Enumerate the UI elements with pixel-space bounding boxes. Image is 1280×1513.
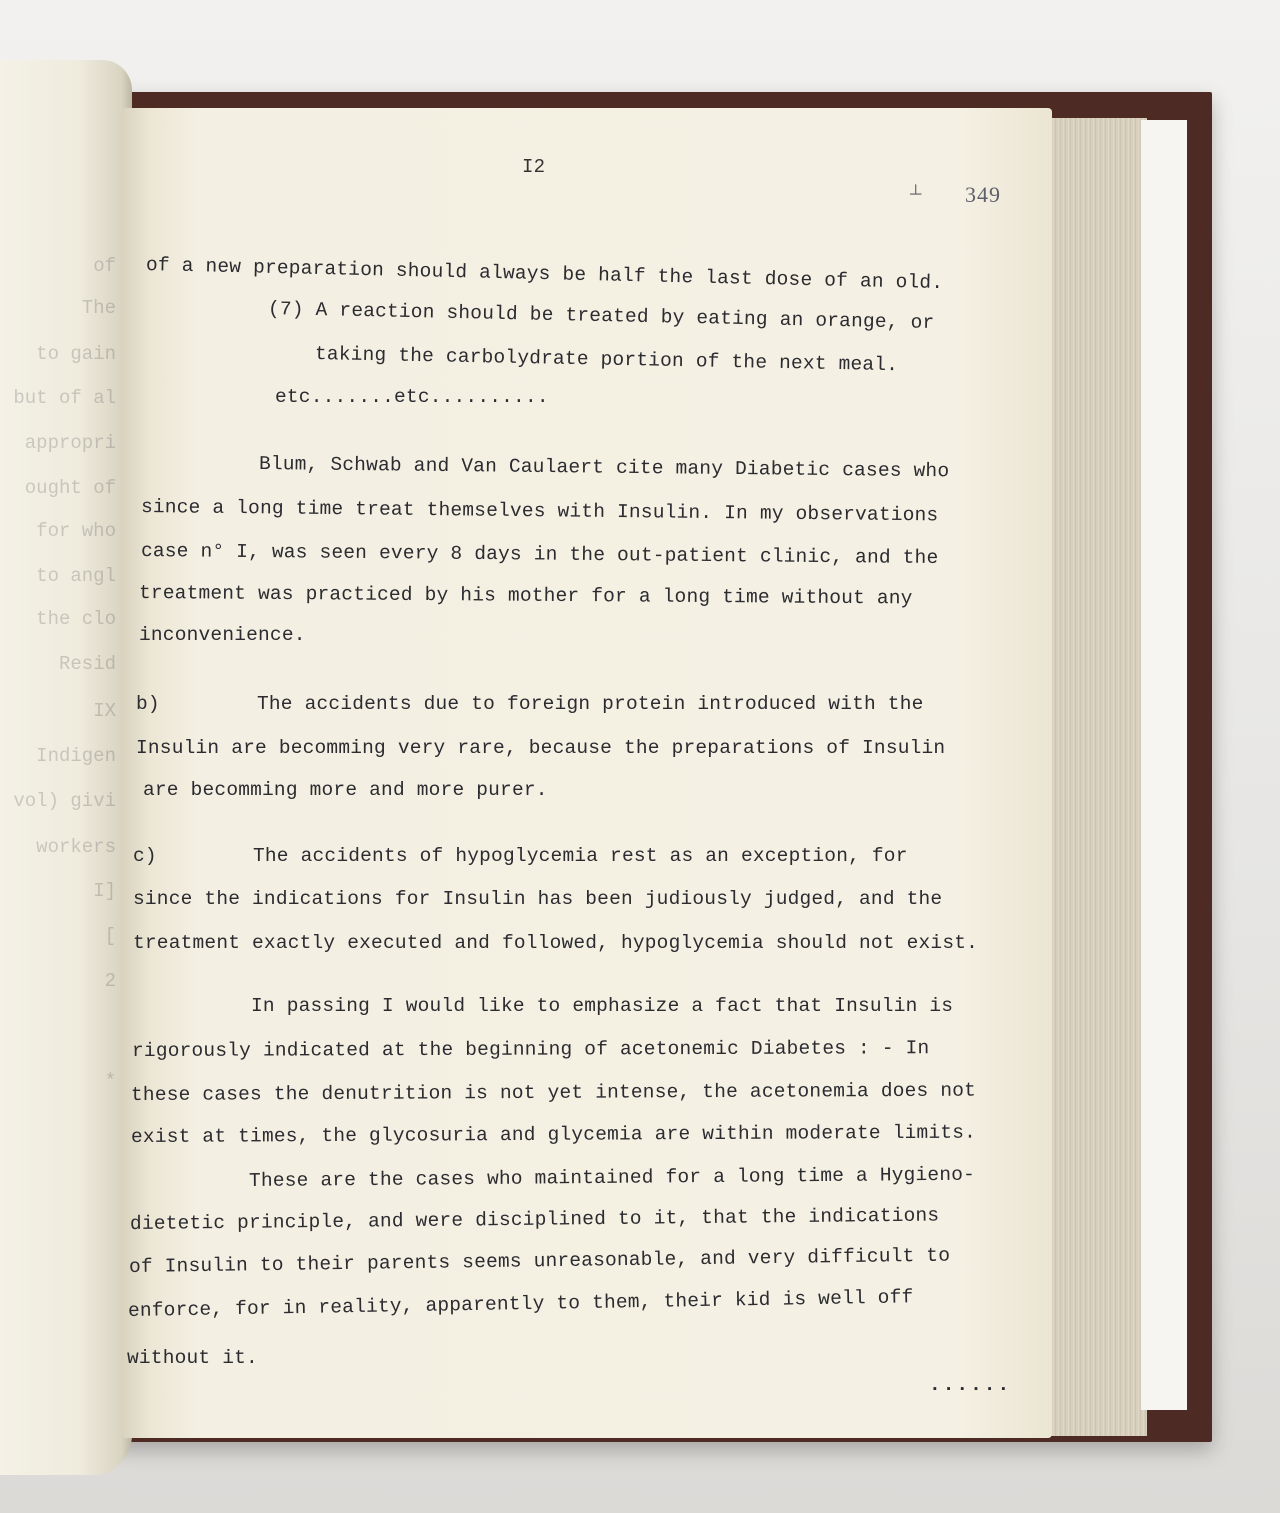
text-line: c) — [133, 845, 157, 867]
inserted-sheet — [1140, 120, 1187, 1410]
typed-page-number: I2 — [522, 156, 546, 178]
text-line: enforce, for in reality, apparently to them, their kid is well off — [127, 1286, 914, 1322]
left-page-fragment: of — [93, 255, 116, 277]
left-page-fragment: Indigen — [36, 745, 116, 767]
text-line: The accidents of hypoglycemia rest as an exception, for — [253, 845, 908, 867]
left-page-fragment: ought of — [24, 477, 116, 499]
left-page-fragment: appropri — [24, 432, 116, 454]
text-line: of a new preparation should always be half the last dose of an old. — [145, 254, 944, 295]
left-page-fragment: I] — [93, 880, 116, 902]
text-line: Insulin are becomming very rare, because the preparations of Insulin — [136, 737, 946, 759]
left-page-fragment: 2 — [104, 970, 116, 992]
stamp-mark: ┴ — [910, 186, 923, 203]
text-line: inconvenience. — [139, 624, 306, 646]
left-page-fragment: * — [104, 1070, 116, 1092]
end-mark: ...... — [929, 1374, 1012, 1396]
left-page-fragment: vol) givi — [13, 790, 116, 812]
left-page-fragment: Resid — [58, 653, 116, 675]
text-line: Blum, Schwab and Van Caulaert cite many Diabetic cases who — [258, 453, 950, 483]
text-line: treatment exactly executed and followed, hypoglycemia should not exist. — [133, 932, 979, 954]
left-page-fragment: to angl — [36, 565, 116, 587]
text-line: rigorously indicated at the beginning of acetonemic Diabetes : - In — [131, 1037, 930, 1062]
text-line: exist at times, the glycosuria and glycemia are within moderate limits. — [130, 1121, 977, 1148]
stamped-page-number: 349 — [965, 182, 1001, 207]
text-line: these cases the denutrition is not yet intense, the acetonemia does not — [130, 1079, 977, 1106]
text-line: (7) A reaction should be treated by eating an orange, or — [267, 298, 935, 334]
left-page-fragment: [ — [104, 925, 116, 947]
text-line: The accidents due to foreign protein introduced with the — [257, 693, 924, 715]
left-page-fragment: to gain — [36, 343, 116, 365]
text-line: dietetic principle, and were disciplined to it, that the indications — [129, 1204, 940, 1235]
left-page-fragment: workers — [36, 836, 116, 858]
text-line: since the indications for Insulin has been judiously judged, and the — [133, 888, 943, 910]
page-edges — [1046, 118, 1147, 1436]
text-line: In passing I would like to emphasize a fact that Insulin is — [251, 995, 954, 1017]
text-line: b) — [136, 693, 160, 715]
text-line: case n° I, was seen every 8 days in the out-patient clinic, and the — [140, 540, 939, 569]
left-page-fragment: The — [81, 297, 116, 319]
text-line: are becomming more and more purer. — [143, 779, 548, 801]
left-page-fragment: for who — [36, 520, 116, 542]
left-page — [0, 60, 132, 1475]
text-line: taking the carbolydrate portion of the next meal. — [314, 343, 899, 377]
text-line: of Insulin to their parents seems unreasonable, and very difficult to — [128, 1244, 951, 1278]
text-line: These are the cases who maintained for a long time a Hygieno- — [248, 1163, 976, 1192]
text-line: without it. — [127, 1347, 258, 1369]
left-page-fragment: the clo — [36, 608, 116, 630]
text-line: since a long time treat themselves with Insulin. In my observations — [140, 496, 939, 527]
left-page-fragment: but of al — [13, 387, 116, 409]
text-line: treatment was practiced by his mother for a long time without any — [138, 582, 913, 610]
text-line: etc.......etc.......... — [275, 386, 549, 408]
left-page-fragment: IX — [93, 700, 116, 722]
